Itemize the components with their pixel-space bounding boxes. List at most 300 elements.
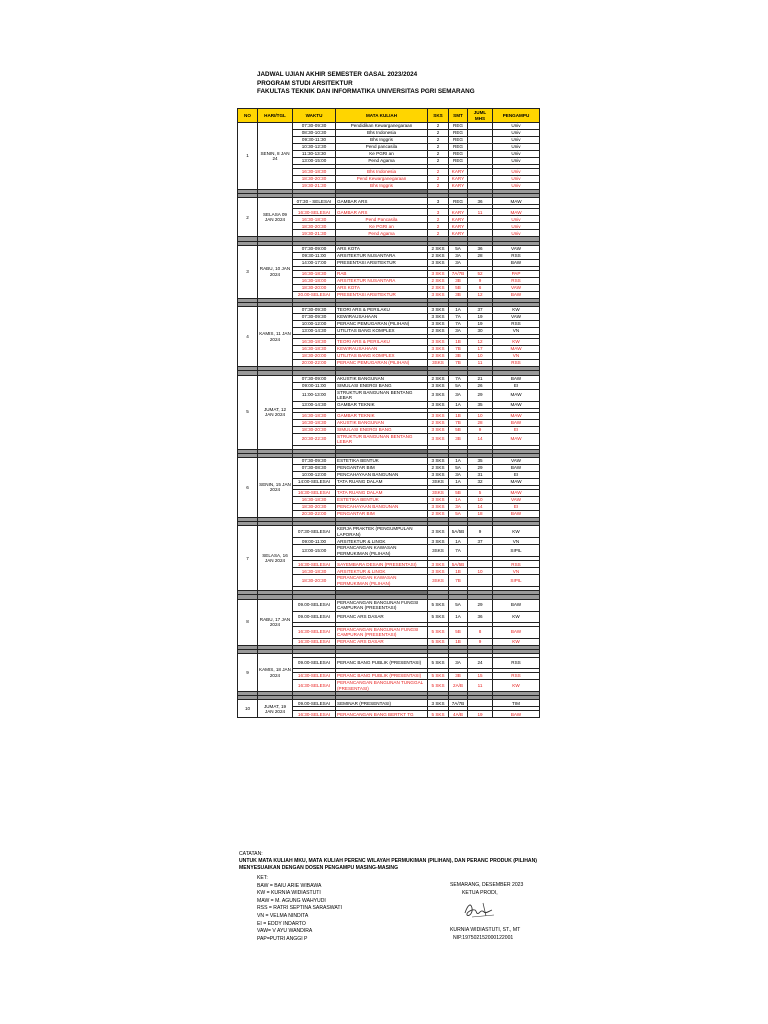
course-name: Bhs Indonesia [336,169,428,176]
lecturer-code: VN [493,568,540,575]
course-semester: 7A/7B [449,270,468,277]
student-count: 30 [468,328,493,335]
course-name: UTILITAS BANG KOMPLEX [336,328,428,335]
lecturer-code: BAW [493,375,540,382]
course-name: PERANCANGAN BANG BERTKT TG [336,711,428,718]
course-name: ARSITEKTUR NUSANTARA [336,277,428,284]
table-header-row [238,109,540,123]
course-semester: REG [449,144,468,151]
exam-time: 09.00-SELESAI [293,611,336,622]
exam-time: 13:00-14:30 [293,328,336,335]
course-name: Ke PGRI an [336,151,428,158]
student-count: 19 [468,314,493,321]
student-count [468,700,493,707]
course-name: ARS KOTA [336,284,428,291]
course-sks: 2 SKS [428,252,449,259]
course-sks: 2 SKS [428,245,449,252]
exam-time: 13:00-14:30 [293,401,336,408]
course-semester: 5A [449,599,468,611]
day-number: 3 [238,245,258,298]
student-count [468,151,493,158]
course-sks: 2 SKS [428,277,449,284]
course-sks: 2 [428,216,449,223]
course-semester: 1A [449,478,468,485]
lecturer-code: MAW [493,433,540,445]
lecturer-code: KW [493,339,540,346]
student-count [468,223,493,230]
course-name: GAMBAR ARS [336,198,428,205]
course-name: Pend Kewarganegaraan [336,176,428,183]
notes-label: CATATAN: [239,851,263,857]
exam-time: 20:00-22:00 [293,360,336,367]
student-count [468,561,493,568]
student-count: 15 [468,673,493,680]
lecturer-code: MAW [493,198,540,205]
exam-time: 10:00-12:00 [293,321,336,328]
document-title: JADWAL UJIAN AKHIR SEMESTER GASAL 2023/2024 [257,71,418,78]
document-subtitle-faculty: FAKULTAS TEKNIK DAN INFORMATIKA UNIVERSITAS PGRI SEMARANG [257,88,475,96]
course-sks: 5 SKS [428,680,449,692]
course-name: PENCAHAYAAN BANGUNAN [336,471,428,478]
day-date: KAMIS, 18 JAN 2024 [258,654,293,692]
course-name: PERANC BANG PUBLIK (PRESENTASI) [336,673,428,680]
course-name: TEORI ARS & PERILAKU [336,307,428,314]
student-count: 29 [468,389,493,401]
student-count [468,575,493,587]
course-semester: 5B [449,489,468,496]
exam-time: 07:30-09:30 [293,314,336,321]
exam-time: 09:00-11:00 [293,382,336,389]
course-name: Pendidikan Kewarganegaraan [336,123,428,130]
student-count: 37 [468,538,493,545]
lecturer-code: Univ [493,137,540,144]
exam-time: 20:30-22:00 [293,510,336,517]
course-sks: 3 SKS [428,270,449,277]
course-name: KERJA PRAKTEK (PENGUMPULAN LAPORAN) [336,526,428,538]
course-name: PENGANTAR BIM [336,464,428,471]
lecturer-code: VN [493,328,540,335]
course-semester: 7B [449,419,468,426]
student-count: 36 [468,198,493,205]
table-row [238,457,540,464]
lecturer-code: VAW [493,284,540,291]
course-sks: 3 SKS [428,496,449,503]
student-count: 14 [468,433,493,445]
course-name: PERANCANGAN KAWASAN PERMUKIMAN (PILIHAN) [336,575,428,587]
day-number: 9 [238,654,258,692]
header-smt: SMT [449,109,468,123]
lecturer-code: VAW [493,457,540,464]
course-sks: 5 SKS [428,658,449,669]
student-count: 11 [468,360,493,367]
course-semester: 1B [449,412,468,419]
course-name: SIMULASI ENERGI BANG [336,426,428,433]
student-count: 28 [468,252,493,259]
lecturer-code: MAW [493,209,540,216]
course-sks: 3 SKS [428,561,449,568]
exam-time: 09:30-11:30 [293,137,336,144]
student-count: 14 [468,503,493,510]
lecturer-code: MAW [493,478,540,485]
course-semester: 1B [449,638,468,645]
day-date: SELASA, 16 JAN 2024 [258,526,293,591]
day-date: RABU, 10 JAN 2024 [258,245,293,298]
course-semester: 1A [449,611,468,622]
course-name: Bhs Indonesia [336,130,428,137]
course-name: GAMBAR TEKNIK [336,412,428,419]
course-name: Pend Pancasila [336,216,428,223]
course-semester: 7A [449,321,468,328]
course-sks: 3SKS [428,478,449,485]
student-count: 24 [468,658,493,669]
course-semester: 1B [449,568,468,575]
lecturer-code: BAW [493,626,540,638]
key-item: VN = VELMA NINDITA [257,912,309,919]
student-count [468,176,493,183]
student-count: 11 [468,209,493,216]
course-name: PENCAHAYAAN BANGUNAN [336,503,428,510]
exam-time: 16:30-SELESAI [293,711,336,718]
student-count: 35 [468,401,493,408]
student-count: 35 [468,457,493,464]
lecturer-code: MAW [493,489,540,496]
day-date: JUMAT, 19 JAN 2024 [258,700,293,718]
exam-time: 11:30-13:30 [293,151,336,158]
course-name: PERANC ARS DASAR [336,611,428,622]
course-name: ARSITEKTUR NUSANTARA [336,252,428,259]
lecturer-code: RSS [493,561,540,568]
course-semester: 3A [449,328,468,335]
course-sks: 2 SKS [428,510,449,517]
course-sks: 5 SKS [428,626,449,638]
course-sks: 3 SKS [428,382,449,389]
notes-section [239,851,537,873]
lecturer-code: Univ [493,144,540,151]
course-semester: KARY [449,169,468,176]
course-semester: 5A/5B [449,561,468,568]
exam-time: 16:30-SELESAI [293,680,336,692]
course-sks: 2 [428,123,449,130]
exam-time: 16:30-18:30 [293,568,336,575]
course-semester: 5B [449,284,468,291]
course-sks: 3SKS [428,360,449,367]
exam-time: 19:30-21:30 [293,183,336,190]
course-sks: 2 [428,230,449,237]
key-legend [257,875,342,943]
student-count [468,183,493,190]
course-semester: 1A [449,401,468,408]
lecturer-code: Univ [493,216,540,223]
lecturer-code: KW [493,638,540,645]
day-number: 5 [238,375,258,449]
lecturer-code: EI [493,426,540,433]
student-count: 31 [468,471,493,478]
exam-time: 10:30-12:30 [293,144,336,151]
table-row [238,599,540,611]
student-count: 32 [468,478,493,485]
course-name: UTILITAS BANG KOMPLEX [336,353,428,360]
course-semester: KARY [449,223,468,230]
exam-schedule-table [237,108,540,718]
course-semester: 4A/B [449,711,468,718]
student-count [468,259,493,266]
lecturer-code: EI [493,503,540,510]
exam-time: 07:30-SELESAI [293,526,336,538]
exam-time: 16:30-18:30 [293,169,336,176]
course-name: ARSITEKTUR & LINGK [336,568,428,575]
course-semester: 3B [449,291,468,298]
handwritten-signature-image [462,899,498,921]
course-name: ARSITEKTUR & LINGK [336,538,428,545]
table-row [238,700,540,707]
lecturer-code: VAW [493,496,540,503]
notes-line-2: MENYESUAIKAN DENGAN DOSEN PENGAMPU MASING-MASING [239,865,399,872]
course-sks: 3 SKS [428,471,449,478]
course-semester: 3A [449,471,468,478]
key-item: KW = KURNIA WIDIASTUTI [257,890,321,897]
lecturer-code: BAW [493,259,540,266]
course-name: PRESENTASI ARSITEKTUR [336,291,428,298]
exam-time: 13:00-15:00 [293,158,336,165]
course-name: Pend Agama [336,158,428,165]
lecturer-code: PAP [493,270,540,277]
student-count: 21 [468,375,493,382]
exam-time: 19:30-21:30 [293,230,336,237]
course-name: ESTETIKA BENTUK [336,496,428,503]
course-sks: 2 [428,223,449,230]
document-title-block [257,71,475,97]
student-count: 9 [468,426,493,433]
course-semester: 3A [449,252,468,259]
course-name: Pend pancasila [336,144,428,151]
lecturer-code: MAW [493,346,540,353]
course-sks: 2 SKS [428,464,449,471]
table-row [238,198,540,205]
exam-time: 09.00-SELESAI [293,599,336,611]
exam-time: 18:30-20:30 [293,575,336,587]
course-semester: 5B [449,626,468,638]
day-number: 6 [238,457,258,517]
course-semester: 3B [449,277,468,284]
course-name: PERANCANGAN BANGUNAN FUNGSI CAMPURAN (PRESENTASI) [336,599,428,611]
course-sks: 5 SKS [428,638,449,645]
course-sks: 3 SKS [428,526,449,538]
course-sks: 3SKS [428,545,449,557]
course-name: PERANCANGAN BANGUNAN TUNGGAL (PRESENTASI) [336,680,428,692]
header-pengampu: PENGAMPU [493,109,540,123]
course-name: TATA RUANG DALAM [336,478,428,485]
course-semester: 1A [449,538,468,545]
course-sks: 3 SKS [428,291,449,298]
course-semester: 5A [449,510,468,517]
lecturer-code: RSS [493,658,540,669]
lecturer-code: BAW [493,711,540,718]
lecturer-code: TIM [493,700,540,707]
course-sks: 3 SKS [428,307,449,314]
exam-time: 16:30-18:30 [293,270,336,277]
student-count: 28 [468,419,493,426]
student-count: 9 [468,526,493,538]
table-row [238,526,540,538]
sign-nip: NIP.197502152000122001 [453,934,514,941]
course-name: STRUKTUR BANGUNAN BENTANG LEBAR [336,389,428,401]
course-name: RAB [336,270,428,277]
exam-time: 16:30-18:30 [293,412,336,419]
course-sks: 3 SKS [428,346,449,353]
exam-time: 07:30-09:30 [293,307,336,314]
course-name: GAMBAR TEKNIK [336,401,428,408]
course-sks: 3 SKS [428,412,449,419]
exam-time: 16:30-18:30 [293,339,336,346]
lecturer-code: KW [493,680,540,692]
lecturer-code: Univ [493,158,540,165]
student-count: 36 [468,611,493,622]
lecturer-code: BAW [493,510,540,517]
exam-time: 11:00-13:00 [293,389,336,401]
exam-time: 10:00-12:00 [293,471,336,478]
exam-time: 07:30-09:30 [293,123,336,130]
course-sks: 2 [428,151,449,158]
exam-time: 07:30-09:00 [293,375,336,382]
course-semester: KARY [449,230,468,237]
lecturer-code: Univ [493,183,540,190]
course-name: PERANC PEMUGARAN (PILIHAN) [336,321,428,328]
course-semester: 3B [449,673,468,680]
course-sks: 3 SKS [428,457,449,464]
student-count: 10 [468,568,493,575]
student-count: 19 [468,321,493,328]
header-hari-tgl: HARI/TGL [258,109,293,123]
course-semester: 1A [449,457,468,464]
course-semester: KARY [449,209,468,216]
course-name: Bhs Inggris [336,137,428,144]
course-sks: 3 [428,198,449,205]
lecturer-code: BAW [493,291,540,298]
exam-time: 07:30-09:00 [293,245,336,252]
course-semester: REG [449,123,468,130]
student-count: 17 [468,346,493,353]
course-sks: 2 [428,130,449,137]
day-number: 1 [238,123,258,190]
course-semester: 3B [449,433,468,445]
day-number: 2 [238,198,258,237]
course-name: Pend Agama [336,230,428,237]
student-count: 36 [468,245,493,252]
course-semester: REG [449,158,468,165]
course-semester: 2A/B [449,680,468,692]
lecturer-code: SIPIL [493,545,540,557]
lecturer-code: Univ [493,223,540,230]
sign-role: KETUA PRODI, [462,889,498,896]
student-count [468,545,493,557]
key-title: KET: [257,875,268,881]
lecturer-code: RSS [493,673,540,680]
exam-time: 14:00-17:00 [293,259,336,266]
lecturer-code: VN [493,538,540,545]
document-subtitle-program: PROGRAM STUDI ARSITEKTUR [257,79,353,87]
day-number: 8 [238,599,258,645]
exam-time: 16:30-SELESAI [293,673,336,680]
exam-time: 16:30-18:30 [293,216,336,223]
exam-time: 18:30-20:30 [293,223,336,230]
course-semester: 1A [449,307,468,314]
course-semester: 7B [449,575,468,587]
student-count [468,230,493,237]
course-sks: 2 SKS [428,284,449,291]
student-count: 10 [468,412,493,419]
course-name: PENGANTAR BIM [336,510,428,517]
day-date: SENIN, 8 JAN 24 [258,123,293,190]
course-name: PRESENTASI ARSITEKTUR [336,259,428,266]
lecturer-code: SIPIL [493,575,540,587]
lecturer-code: Univ [493,123,540,130]
course-semester: REG [449,137,468,144]
course-semester: 5A [449,382,468,389]
student-count [468,137,493,144]
course-sks: 3 SKS [428,568,449,575]
student-count: 6 [468,284,493,291]
student-count: 37 [468,307,493,314]
lecturer-code: Univ [493,169,540,176]
lecturer-code: VAW [493,245,540,252]
student-count: 5 [468,489,493,496]
lecturer-code: BAW [493,464,540,471]
student-count: 29 [468,464,493,471]
course-sks: 3 SKS [428,321,449,328]
student-count: 26 [468,382,493,389]
course-sks: 2 SKS [428,375,449,382]
exam-time: 07:30-09:30 [293,457,336,464]
exam-time: 16:30-18:30 [293,346,336,353]
exam-time: 16:30-SELESAI [293,626,336,638]
course-sks: 3 SKS [428,700,449,707]
exam-time: 18:30-20:30 [293,503,336,510]
exam-time: 13:00-15:00 [293,545,336,557]
course-sks: 2 [428,158,449,165]
course-semester: REG [449,151,468,158]
lecturer-code: BAW [493,599,540,611]
table-row [238,123,540,130]
exam-time: 16:30-18:30 [293,496,336,503]
header-juml-mhs: JUML MHS [468,109,493,123]
course-name: SAYEMBARA DESAIN (PRESENTASI) [336,561,428,568]
exam-time: 16:30-18:00 [293,277,336,284]
course-sks: 2 [428,176,449,183]
lecturer-code: BAW [493,419,540,426]
course-name: SIMULASI ENERGI BANG [336,382,428,389]
lecturer-code: Univ [493,130,540,137]
lecturer-code: VAW [493,314,540,321]
student-count [468,169,493,176]
lecturer-code: MAW [493,389,540,401]
course-semester: 1A [449,496,468,503]
lecturer-code: RSS [493,252,540,259]
table-row [238,375,540,382]
course-sks: 3 SKS [428,426,449,433]
exam-time: 18:30-20:30 [293,176,336,183]
course-sks: 3 SKS [428,401,449,408]
course-name: STRUKTUR BANGUNAN BENTANG LEBAR [336,433,428,445]
course-semester: 7A/7B [449,700,468,707]
course-semester: 5A [449,464,468,471]
exam-time: 16:30-SELESAI [293,561,336,568]
sign-place-date: SEMARANG, DESEMBER 2023 [450,882,524,888]
course-name: TEORI ARS & PERILAKU [336,339,428,346]
day-number: 10 [238,700,258,718]
course-semester: REG [449,198,468,205]
exam-time: 09.00-SELESAI [293,700,336,707]
exam-time: 20:30-22:30 [293,433,336,445]
